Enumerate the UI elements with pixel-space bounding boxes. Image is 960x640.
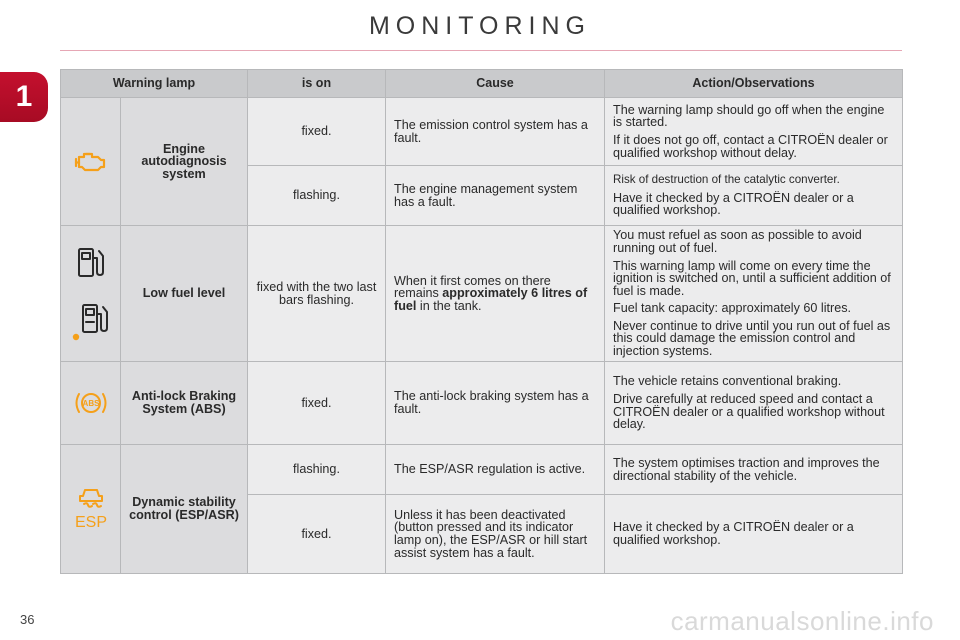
abs-icon [61,389,120,417]
action-text: Fuel tank capacity: approximately 60 litres. [613,301,851,316]
abs-lamp-cell [61,362,121,445]
page-title: MONITORING [368,12,592,40]
action-text: Risk of destruction of the catalytic converter. [613,173,840,187]
action-text: You must refuel as soon as possible to avoid running out of fuel. [613,228,862,255]
watermark: carmanualsonline.info [670,606,934,636]
esp-lamp-cell [61,445,121,574]
action-text: Have it checked by a CITROËN dealer or a qualified workshop. [613,190,854,218]
svg-text:ABS: ABS [82,399,99,408]
skidding-car-icon [61,487,120,511]
esp-cause-1: The ESP/ASR regulation is active. [386,445,605,495]
fuel-lamp-cell [61,226,121,362]
engine-lamp-name: Engine autodiagnosis system [121,98,248,226]
fuel-cause-bold: approximately 6 litres of fuel [394,286,588,313]
table-header-row [61,70,903,98]
fuel-lamp-name: Low fuel level [121,226,248,362]
abs-is-on: fixed. [248,362,386,445]
fuel-cause [386,226,605,362]
fuel-is-on: fixed with the two last bars flashing. [248,226,386,362]
fuel-cause-end: in the tank. [419,298,482,313]
warning-lamp-table [60,69,903,574]
engine-is-on-fixed: fixed. [248,98,386,166]
esp-action-1: The system optimises traction and improves the directional stability of the vehicle. [605,445,903,495]
engine-action-1 [605,98,903,166]
fuel-cause-start: When it first comes on there remains [394,273,551,301]
table-row [61,98,903,166]
header-action: Action/Observations [605,70,903,98]
chapter-tab: 1 [0,72,48,122]
engine-icon [61,150,120,174]
abs-lamp-name: Anti-lock Braking System (ABS) [121,362,248,445]
engine-cause-2: The engine management system has a fault. [386,166,605,226]
engine-is-on-flashing: flashing. [248,166,386,226]
table-row [61,362,903,445]
table-row [61,445,903,495]
fuel-action [605,226,903,362]
abs-cause: The anti-lock braking system has a fault. [386,362,605,445]
fuel-pump-warning-icon [71,302,111,342]
action-text: Never continue to drive until you run out of fuel as this could damage the emission control and injection systems. [613,318,891,359]
table-row [61,226,903,362]
action-text: The warning lamp should go off when the engine is started. [613,102,885,130]
action-text: Drive carefully at reduced speed and contact a CITROËN dealer or a qualified workshop without delay. [613,391,885,432]
svg-text:ESP: ESP [74,514,107,531]
engine-lamp-cell [61,98,121,226]
header-cause: Cause [386,70,605,98]
abs-action [605,362,903,445]
esp-is-on-flashing: flashing. [248,445,386,495]
page-number: 36 [20,612,35,627]
action-text: If it does not go off, contact a CITROËN dealer or qualified workshop without delay. [613,133,888,160]
fuel-pump-icon [76,246,106,280]
action-text: This warning lamp will come on every time the ignition is switched on, until a sufficient addition of fuel is made. [613,258,891,298]
esp-icon [61,511,120,531]
title-divider [60,50,902,51]
header-warning-lamp: Warning lamp [61,70,248,98]
esp-action-2: Have it checked by a CITROËN dealer or a qualified workshop. [605,495,903,574]
esp-is-on-fixed: fixed. [248,495,386,574]
esp-cause-2: Unless it has been deactivated (button pressed and its indicator lamp on), the ESP/ASR or hill start assist system has a fault. [386,495,605,574]
header-is-on: is on [248,70,386,98]
engine-action-2 [605,166,903,226]
esp-lamp-name: Dynamic stability control (ESP/ASR) [121,445,248,574]
action-text: The vehicle retains conventional braking. [613,374,842,389]
engine-cause-1: The emission control system has a fault. [386,98,605,166]
